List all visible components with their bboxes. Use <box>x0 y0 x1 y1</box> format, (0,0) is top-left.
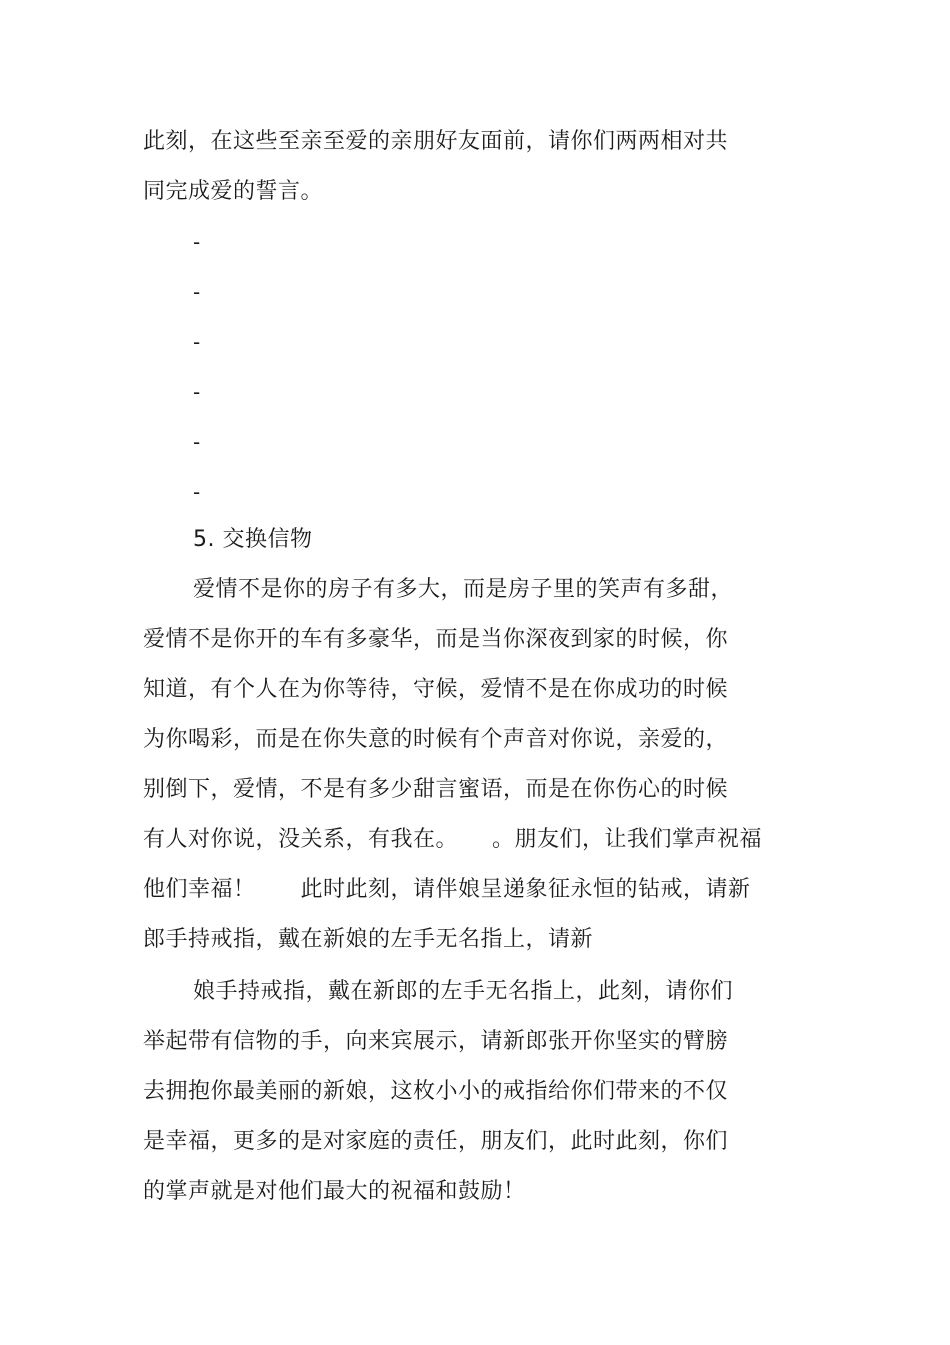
dash-marker: - <box>193 230 201 254</box>
intro-line-1: 此刻，在这些至亲至爱的亲朋好友面前，请你们两两相对共 <box>143 129 729 154</box>
paragraph-1-line: 知道，有个人在为你等待，守候，爱情不是在你成功的时候 <box>143 677 729 702</box>
paragraph-1-line: 为你喝彩，而是在你失意的时候有个声音对你说，亲爱的， <box>143 727 729 752</box>
paragraph-1-line: 郎手持戒指，戴在新娘的左手无名指上，请新 <box>143 927 594 952</box>
paragraph-1-line: 别倒下，爱情，不是有多少甜言蜜语，而是在你伤心的时候 <box>143 777 729 802</box>
paragraph-1-line: 他们幸福！ 此时此刻，请伴娘呈递象征永恒的钻戒，请新 <box>143 877 751 902</box>
dash-marker: - <box>193 430 201 454</box>
dash-marker: - <box>193 330 201 354</box>
section-heading: 5. 交换信物 <box>193 527 313 552</box>
dash-marker: - <box>193 280 201 304</box>
paragraph-1-line: 爱情不是你开的车有多豪华，而是当你深夜到家的时候，你 <box>143 627 729 652</box>
paragraph-2-line: 举起带有信物的手，向来宾展示，请新郎张开你坚实的臂膀 <box>143 1029 729 1054</box>
paragraph-1-line: 爱情不是你的房子有多大，而是房子里的笑声有多甜， <box>193 577 734 602</box>
paragraph-2-line: 去拥抱你最美丽的新娘，这枚小小的戒指给你们带来的不仅 <box>143 1079 729 1104</box>
paragraph-2-line: 娘手持戒指，戴在新郎的左手无名指上，此刻，请你们 <box>193 979 734 1004</box>
paragraph-1-line: 有人对你说，没关系，有我在。 。朋友们，让我们掌声祝福 <box>143 827 763 852</box>
dash-marker: - <box>193 380 201 404</box>
paragraph-2-line: 是幸福，更多的是对家庭的责任，朋友们，此时此刻，你们 <box>143 1129 729 1154</box>
dash-marker: - <box>193 480 201 504</box>
paragraph-2-line: 的掌声就是对他们最大的祝福和鼓励！ <box>143 1179 526 1204</box>
intro-line-2: 同完成爱的誓言。 <box>143 179 324 204</box>
